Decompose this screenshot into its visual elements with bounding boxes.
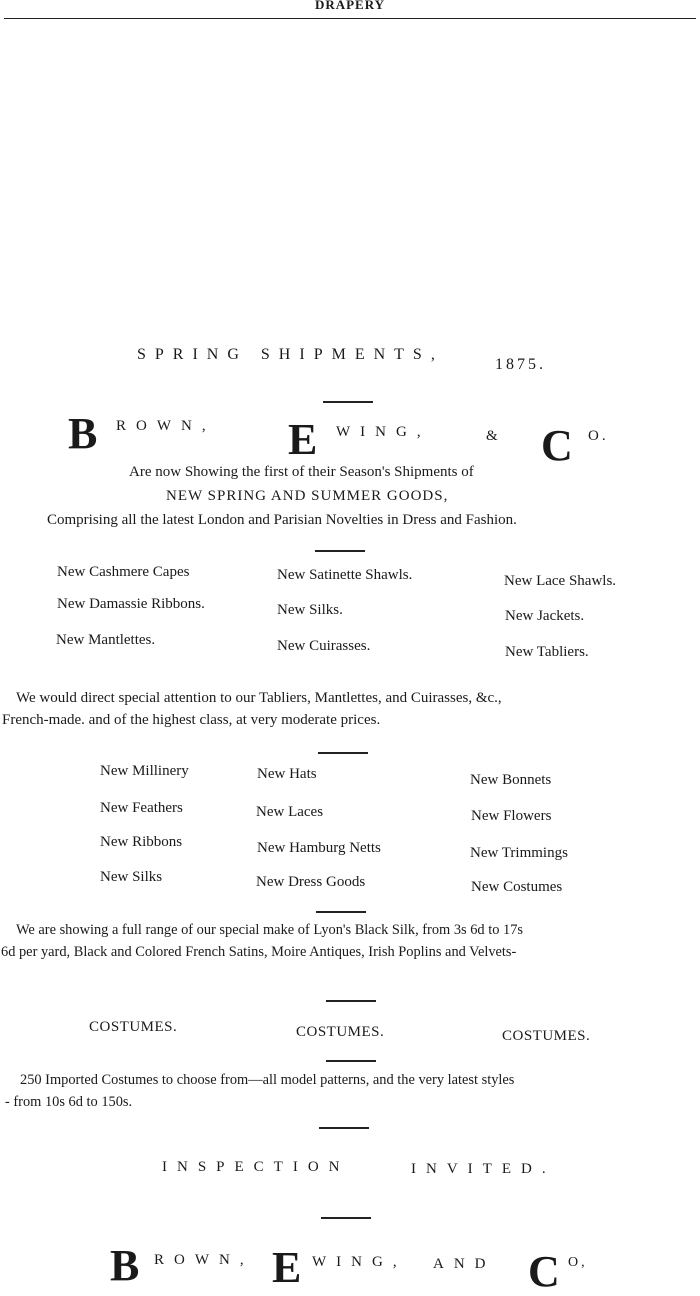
divider-6 [326, 1060, 376, 1062]
divider-4 [316, 911, 366, 913]
list-item: New Satinette Shawls. [277, 567, 413, 583]
firm-initial-e: E [288, 415, 318, 464]
footer-name-co: O, [568, 1255, 588, 1270]
list-item: New Laces [256, 804, 324, 820]
list-item: New Hats [257, 766, 317, 782]
footer-initial-c: C [528, 1247, 560, 1296]
firm-name-co: O. [588, 428, 609, 444]
intro-line-3: Comprising all the latest London and Parisian Novelties in Dress and Fashion. [47, 512, 517, 528]
divider-3 [318, 752, 368, 754]
intro-line-2: NEW SPRING AND SUMMER GOODS, [166, 488, 449, 504]
footer-initial-b: B [110, 1241, 140, 1290]
footer-name-rown: ROWN, [154, 1252, 254, 1268]
list-item: New Damassie Ribbons. [57, 596, 205, 612]
list-item: New Costumes [471, 879, 563, 895]
list-item: New Dress Goods [256, 874, 366, 890]
notice-three-line-2: - from 10s 6d to 150s. [5, 1094, 133, 1110]
notice-two-line-2: 6d per yard, Black and Colored French Satins, Moire Antiques, Irish Poplins and Velvets- [1, 944, 517, 960]
list-item: New Cuirasses. [277, 638, 371, 654]
divider-8 [321, 1217, 371, 1219]
notice-two-line-1: We are showing a full range of our special make of Lyon's Black Silk, from 3s 6d to 17s [16, 922, 523, 938]
firm-initial-b: B [68, 409, 98, 458]
list-item: New Lace Shawls. [504, 573, 617, 589]
header-rule [4, 18, 696, 19]
list-item: New Jackets. [505, 608, 585, 624]
divider-2 [315, 550, 365, 552]
section-title: DRAPERY [314, 0, 386, 12]
list-item: New Feathers [100, 800, 183, 816]
notice-one-line-2: French-made. and of the highest class, at very moderate prices. [2, 712, 381, 728]
firm-name-wing: WING, [336, 424, 431, 440]
costumes-label: COSTUMES. [89, 1019, 178, 1035]
intro-line-1: Are now Showing the first of their Season's Shipments of [129, 464, 474, 480]
divider-1 [323, 401, 373, 403]
divider-5 [326, 1000, 376, 1002]
notice-three-line-1: 250 Imported Costumes to choose from—all model patterns, and the very latest styles [20, 1072, 515, 1088]
footer-initial-e: E [272, 1243, 302, 1292]
list-item: New Tabliers. [505, 644, 589, 660]
list-item: New Bonnets [470, 772, 552, 788]
list-item: New Trimmings [470, 845, 568, 861]
list-item: New Millinery [100, 763, 189, 779]
inspection-word: INSPECTION [162, 1159, 350, 1175]
costumes-label: COSTUMES. [296, 1024, 385, 1040]
firm-name-rown: ROWN, [116, 418, 216, 434]
list-item: New Hamburg Netts [257, 840, 381, 856]
list-item: New Silks. [277, 602, 343, 618]
footer-name-wing: WING, [312, 1254, 407, 1270]
invited-word: INVITED. [411, 1161, 556, 1177]
list-item: New Mantlettes. [56, 632, 156, 648]
list-item: New Ribbons [100, 834, 183, 850]
notice-one-line-1: We would direct special attention to our Tabliers, Mantlettes, and Cuirasses, &c., [16, 690, 502, 706]
headline: SPRING SHIPMENTS, [137, 346, 444, 363]
headline-year: 1875. [495, 356, 546, 373]
firm-ampersand: & [486, 428, 498, 444]
costumes-label: COSTUMES. [502, 1028, 591, 1044]
list-item: New Silks [100, 869, 163, 885]
divider-7 [319, 1127, 369, 1129]
list-item: New Flowers [471, 808, 552, 824]
firm-initial-c: C [541, 421, 573, 470]
footer-name-and: AND [433, 1256, 496, 1272]
list-item: New Cashmere Capes [57, 564, 190, 580]
